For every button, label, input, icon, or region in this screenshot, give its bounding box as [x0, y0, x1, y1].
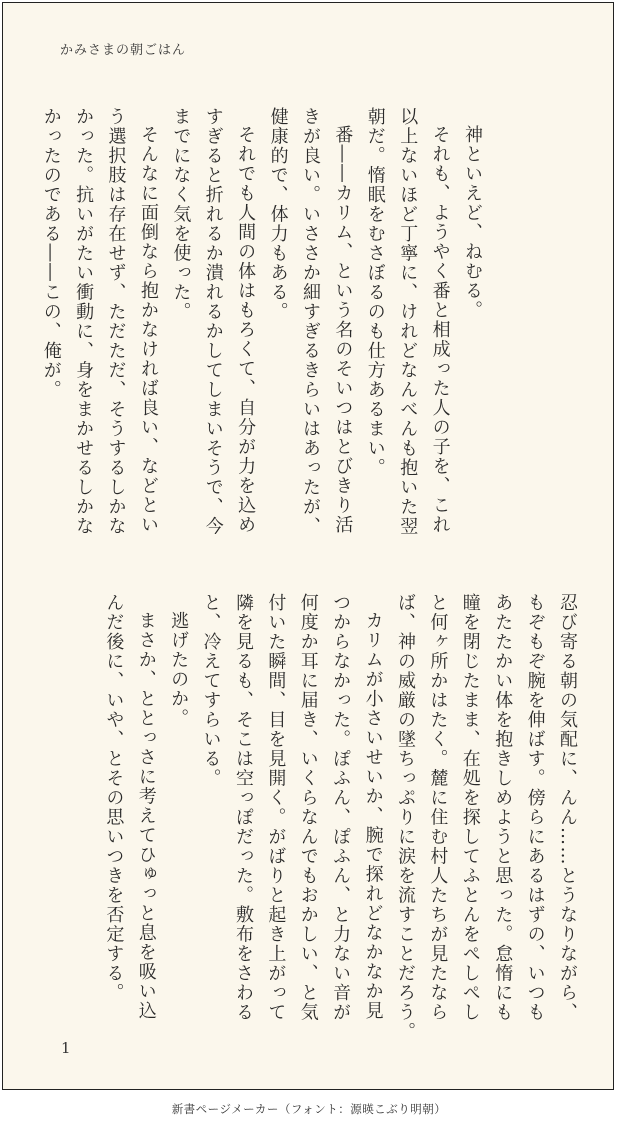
- text-column: すぎると折れるか潰れるかしてしまいそうで、今: [202, 107, 224, 536]
- text-column: つからなかった。ぽふん、ぽふん、と力ない音が: [330, 593, 352, 1022]
- page-number: 1: [61, 1039, 71, 1057]
- text-column: 以上ないほど丁寧に、けれどなんべんも抱いた翌: [397, 107, 419, 536]
- page-header-title: かみさまの朝ごはん: [60, 43, 187, 58]
- text-column: までになく気を使った。: [170, 107, 192, 322]
- text-column: カリムが小さいせいか、腕で探れどなかなか見: [362, 611, 384, 1021]
- text-column: と何ヶ所かはたく。麓に住む村人たちが見たなら: [427, 593, 449, 1022]
- text-column: 健康的で、体力もある。: [267, 107, 289, 322]
- text-column: それも、ようやく番と相成った人の子を、これ: [429, 125, 451, 535]
- text-column: もぞもぞ腕を伸ばす。傍らにあるはずの、いつも: [524, 593, 546, 1022]
- footer-credit: 新書ページメーカー（フォント：源暎こぶり明朝）: [171, 1102, 447, 1116]
- text-column: あたたかい体を抱きしめようと思った。怠惰にも: [492, 593, 514, 1022]
- text-column: んだ後に、いや、とその思いつきを否定する。: [103, 593, 125, 1003]
- text-column: う選択肢は存在せず、ただただ、そうするしかな: [105, 107, 127, 536]
- text-column: 隣を見るも、そこは空っぽだった。敷布をさわる: [232, 593, 254, 1022]
- text-column: まさか、ととっさに考えてひゅっと息を吸い込: [135, 611, 157, 1021]
- text-column: それでも人間の体はもろくて、自分が力を込め: [235, 125, 257, 535]
- text-column: 忍び寄る朝の気配に、んん……とうなりながら、: [557, 593, 578, 1022]
- text-column: ば、神の威厳の墜ちっぷりに涙を流すことだろう。: [394, 593, 416, 1042]
- text-block-top: [34, 107, 488, 537]
- text-column: きが良い。いささか細すぎるきらいはあったが、: [299, 107, 321, 536]
- text-column: 逃げたのか。: [168, 611, 190, 728]
- text-column: 何度か耳に届き、いくらなんでもおかしい、と気: [297, 593, 319, 1022]
- text-column: かったのである――この、俺が。: [40, 107, 62, 400]
- text-column: 朝だ。惰眠をむさぼるのも仕方あるまい。: [364, 107, 386, 478]
- text-column: と、冷えてすらいる。: [200, 593, 222, 788]
- text-column: 神といえど、ねむる。: [462, 125, 483, 320]
- text-column: そんなに面倒なら抱かなければ良い、などとい: [137, 125, 159, 535]
- text-column: かった。抗いがたい衝動に、身をまかせるしかな: [73, 107, 95, 536]
- text-block-bottom: [97, 593, 583, 1042]
- text-column: 番――カリム、という名のそいつはとびきり活: [332, 125, 354, 535]
- text-column: 付いた瞬間、目を見開く。がばりと起き上がって: [265, 593, 287, 1022]
- book-page: [2, 2, 614, 1090]
- text-column: 瞳を閉じたまま、在処を探してふとんをぺしぺし: [459, 593, 481, 1022]
